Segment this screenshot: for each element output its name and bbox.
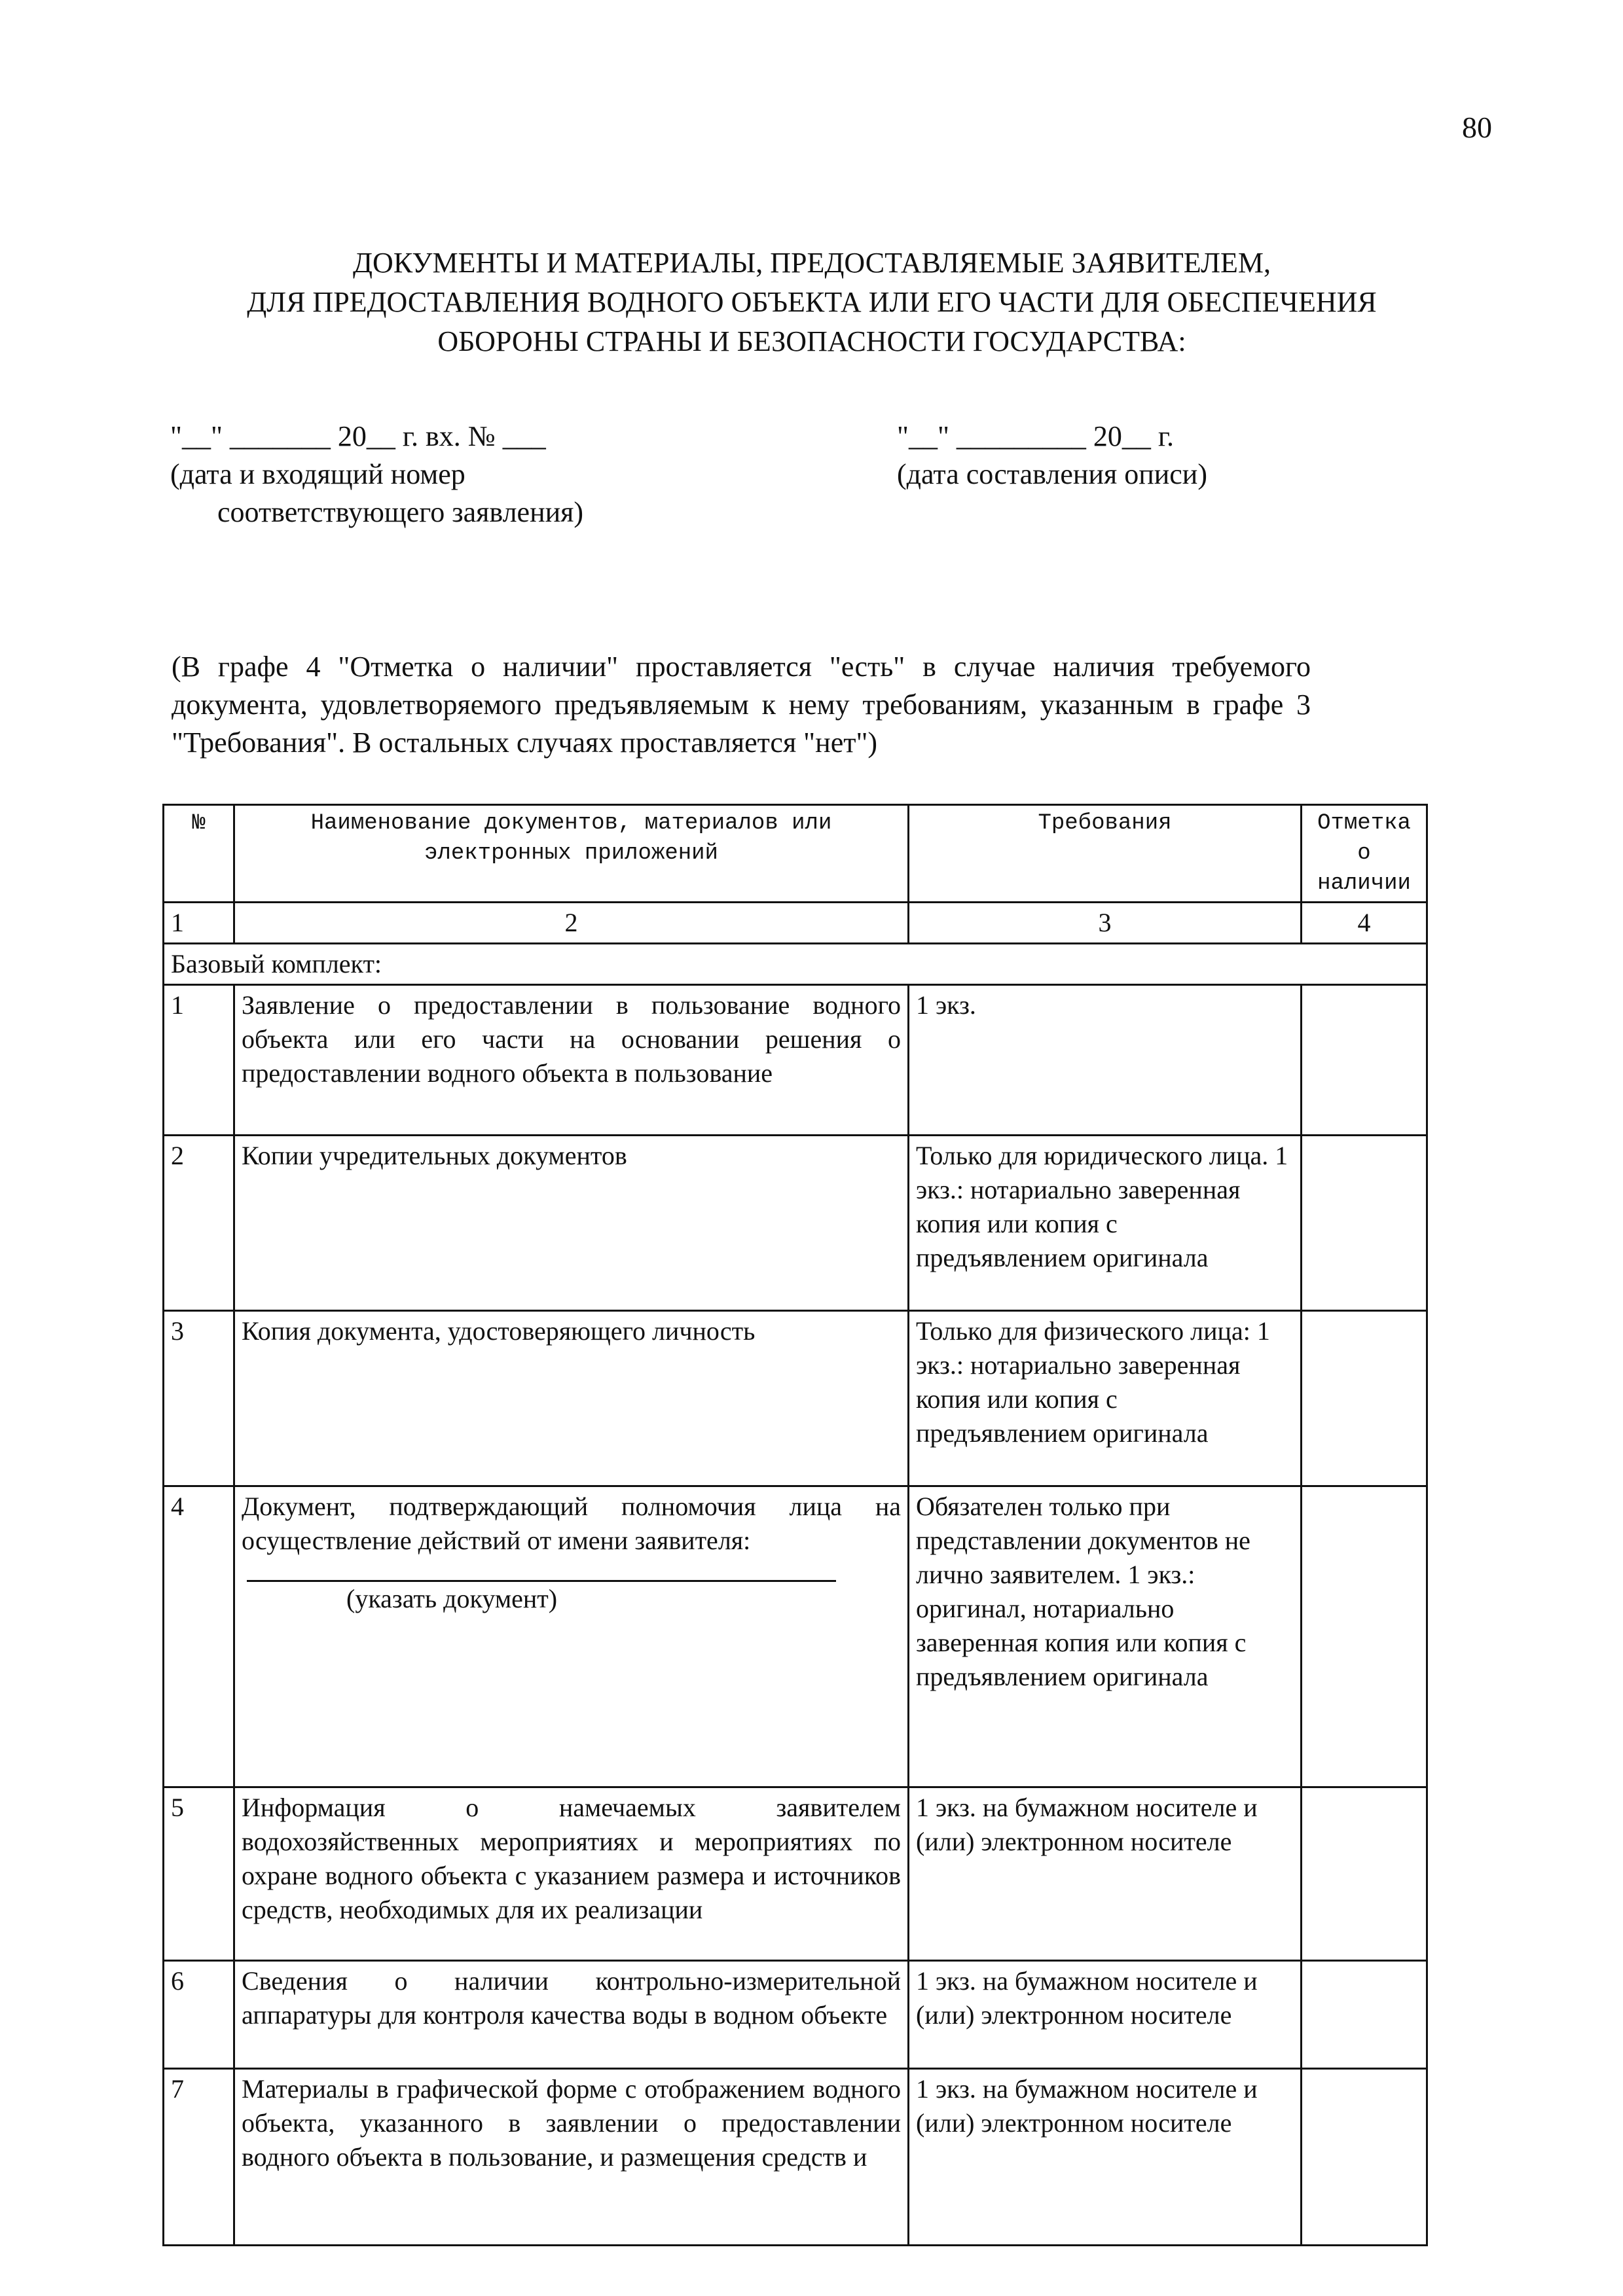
incoming-date-line: "__" _______ 20__ г. вх. № ___ xyxy=(170,420,546,452)
row-requirements: 1 экз. xyxy=(909,985,1302,1136)
table-row xyxy=(164,1787,1427,1961)
row-number: 7 xyxy=(164,2069,234,2246)
title-line: ОБОРОНЫ СТРАНЫ И БЕЗОПАСНОСТИ ГОСУДАРСТВА: xyxy=(437,325,1186,357)
column-number: 3 xyxy=(909,903,1302,944)
row-mark xyxy=(1302,1961,1427,2069)
header-number: № xyxy=(164,805,234,903)
row-name: Заявление о предоставлении в пользование водного объекта или его части на основании решения о предоставлении водного объекта в пользование xyxy=(234,985,909,1136)
row-name: Материалы в графической форме с отображением водного объекта, указанного в заявлении о предоставлении водного объекта в пользование, и размещения средств и xyxy=(234,2069,909,2246)
incoming-date-caption: (дата и входящий номер xyxy=(170,458,465,490)
row-mark xyxy=(1302,1486,1427,1787)
column-number: 1 xyxy=(164,903,234,944)
row-number: 5 xyxy=(164,1787,234,1961)
incoming-date-block xyxy=(170,418,583,531)
row-number: 1 xyxy=(164,985,234,1136)
section-title: Базовый комплект: xyxy=(164,944,1427,985)
row-name: Сведения о наличии контрольно-измерительной аппаратуры для контроля качества воды в водном объекте xyxy=(234,1961,909,2069)
inventory-date-block xyxy=(897,418,1207,493)
table-row xyxy=(164,1961,1427,2069)
fill-in-line xyxy=(247,1573,836,1582)
document-title xyxy=(164,243,1460,361)
section-row xyxy=(164,944,1427,985)
row-mark xyxy=(1302,1311,1427,1486)
row-requirements: Только для юридического лица. 1 экз.: нотариально заверенная копия или копия с предъявлением оригинала xyxy=(909,1136,1302,1311)
page-number: 80 xyxy=(1462,111,1492,144)
row-number: 2 xyxy=(164,1136,234,1311)
row-requirements: 1 экз. на бумажном носителе и (или) электронном носителе xyxy=(909,2069,1302,2246)
row-mark xyxy=(1302,1136,1427,1311)
incoming-date-caption-2: соответствующего заявления) xyxy=(217,496,584,528)
documents-table xyxy=(162,804,1428,2246)
row-name: Копия документа, удостоверяющего личность xyxy=(234,1311,909,1486)
row-number: 6 xyxy=(164,1961,234,2069)
table-header-row xyxy=(164,805,1427,903)
title-line: ДЛЯ ПРЕДОСТАВЛЕНИЯ ВОДНОГО ОБЪЕКТА ИЛИ ЕГО ЧАСТИ ДЛЯ ОБЕСПЕЧЕНИЯ xyxy=(247,286,1377,318)
title-line: ДОКУМЕНТЫ И МАТЕРИАЛЫ, ПРЕДОСТАВЛЯЕМЫЕ ЗАЯВИТЕЛЕМ, xyxy=(353,247,1271,279)
table-row xyxy=(164,1136,1427,1311)
row-number: 3 xyxy=(164,1311,234,1486)
table-row xyxy=(164,985,1427,1136)
row-mark xyxy=(1302,1787,1427,1961)
header-mark: Отметка о наличии xyxy=(1302,805,1427,903)
row-number: 4 xyxy=(164,1486,234,1787)
row-mark xyxy=(1302,985,1427,1136)
row-requirements: 1 экз. на бумажном носителе и (или) электронном носителе xyxy=(909,1961,1302,2069)
column-number-row xyxy=(164,903,1427,944)
table-row xyxy=(164,2069,1427,2246)
inventory-date-caption: (дата составления описи) xyxy=(897,458,1208,490)
row-requirements: 1 экз. на бумажном носителе и (или) электронном носителе xyxy=(909,1787,1302,1961)
row-requirements: Только для физического лица: 1 экз.: нотариально заверенная копия или копия с предъявлением оригинала xyxy=(909,1311,1302,1486)
table-row xyxy=(164,1486,1427,1787)
inventory-date-line: "__" _________ 20__ г. xyxy=(897,420,1175,452)
row-name: Копии учредительных документов xyxy=(234,1136,909,1311)
header-requirements: Требования xyxy=(909,805,1302,903)
row-mark xyxy=(1302,2069,1427,2246)
column-number: 4 xyxy=(1302,903,1427,944)
row-name: Документ, подтверждающий полномочия лица на осуществление действий от имени заявителя: xyxy=(242,1492,901,1555)
row-hint: (указать документ) xyxy=(346,1584,558,1613)
row-name: Информация о намечаемых заявителем водохозяйственных мероприятиях и мероприятиях по охране водного объекта с указанием размера и источников средств, необходимых для их реализации xyxy=(234,1787,909,1961)
column-number: 2 xyxy=(234,903,909,944)
row-name-cell xyxy=(234,1486,909,1787)
instruction-note: (В графе 4 "Отметка о наличии" проставляется "есть" в случае наличия требуемого документа, удовлетворяемого предъявляемым к нему требованиям, указанным в графе 3 "Требования". В остальных случаях проставляется "нет") xyxy=(172,651,1311,759)
header-name: Наименование документов, материалов или электронных приложений xyxy=(234,805,909,903)
table-row xyxy=(164,1311,1427,1486)
row-requirements: Обязателен только при представлении документов не лично заявителем. 1 экз.: оригинал, нотариально заверенная копия или копия с предъявлением оригинала xyxy=(909,1486,1302,1787)
